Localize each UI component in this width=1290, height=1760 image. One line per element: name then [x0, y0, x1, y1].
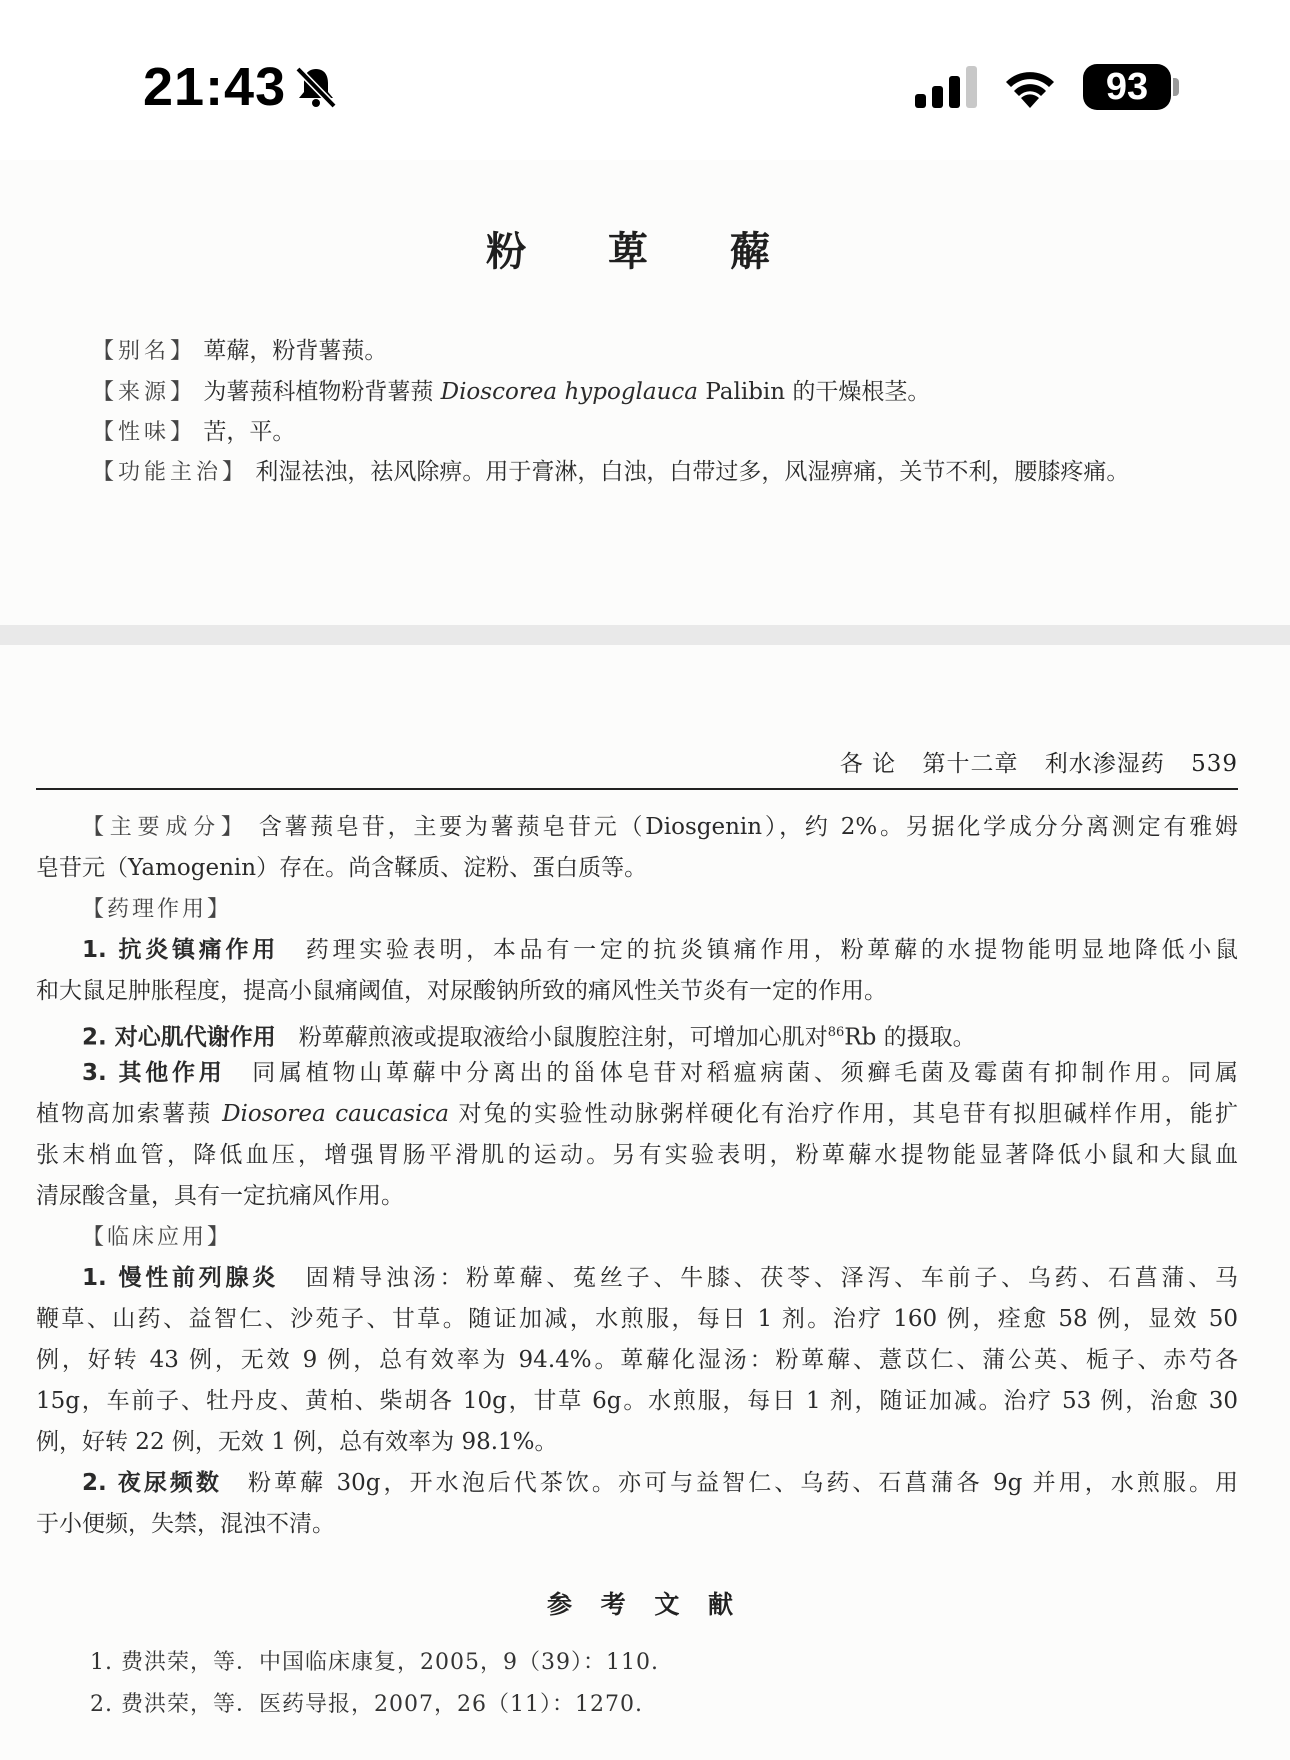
battery-icon	[1083, 64, 1171, 110]
text-span: 粉萆薢 30g，开水泡后代茶饮。亦可与益智仁、乌药、石菖蒲各 9g 并用，水煎服。用	[248, 1470, 1239, 1496]
entry-alias	[92, 332, 387, 365]
text-line: 于小便频，失禁，混浊不清。	[36, 1511, 335, 1537]
entry-source	[92, 373, 930, 406]
text-line	[36, 807, 1238, 848]
text-span: 同属植物山萆薢中分离出的甾体皂苷对稻瘟病菌、须癣毛菌及霉菌有抑制作用。同属	[252, 1060, 1239, 1086]
entry-label: 【来源】	[92, 380, 197, 405]
subheading: 2. 对心肌代谢作用	[82, 1024, 276, 1051]
references-heading: 参 考 文 献	[546, 1590, 744, 1619]
paragraph-pharm-3	[36, 1053, 1238, 1217]
text-line	[36, 1463, 1238, 1504]
document-page-1	[0, 160, 1290, 625]
entry-label: 【性味】	[92, 420, 197, 445]
subheading: 1. 抗炎镇痛作用	[82, 937, 279, 963]
subheading: 2. 夜尿频数	[82, 1470, 222, 1496]
header-rule	[36, 788, 1238, 790]
running-head	[822, 745, 1238, 778]
text-line: 清尿酸含量，具有一定抗痛风作用。	[36, 1183, 404, 1209]
text-line	[36, 1258, 1238, 1299]
entry-nature	[92, 413, 295, 446]
page-gap	[0, 625, 1290, 645]
reference-item: 1. 费洪荣，等．中国临床康复，2005，9（39）：110.	[90, 1650, 659, 1675]
signal-icon	[915, 66, 981, 108]
paragraph-main-components	[36, 807, 1238, 889]
text-line	[36, 1094, 1238, 1135]
paragraph-clinical-2	[36, 1463, 1238, 1545]
running-head-chapter: 第十二章	[922, 751, 1019, 777]
wifi-icon	[1000, 64, 1060, 110]
subheading: 1. 慢性前列腺炎	[82, 1265, 279, 1291]
text-span: 植物高加索薯蓣	[36, 1101, 223, 1127]
text-line: 鞭草、山药、益智仁、沙苑子、甘草。随证加减，水煎服，每日 1 剂。治疗 160 例，痊愈 58 例，显效 50	[36, 1306, 1238, 1332]
superscript: 86	[827, 1025, 845, 1040]
entry-functions	[92, 453, 1129, 486]
text-span: 粉萆薢煎液或提取液给小鼠腹腔注射，可增加心肌对	[298, 1024, 828, 1051]
subheading: 3. 其他作用	[82, 1060, 226, 1086]
entry-label: 【别名】	[92, 339, 197, 364]
entry-text: 萆薢，粉背薯蓣。	[203, 338, 388, 364]
text-line	[36, 1012, 1238, 1053]
entry-text: Palibin 的干燥根茎。	[698, 379, 931, 405]
reference-item: 2. 费洪荣，等．医药导报，2007，26（11）：1270.	[90, 1692, 643, 1717]
text-line: 例，好转 22 例，无效 1 例，总有效率为 98.1%。	[36, 1429, 558, 1455]
running-head-title: 利水渗湿药	[1044, 751, 1165, 777]
text-span: 对兔的实验性动脉粥样硬化有治疗作用，其皂苷有拟胆碱样作用，能扩	[448, 1101, 1239, 1127]
section-label: 【药理作用】	[82, 897, 233, 922]
text-span: 药理实验表明，本品有一定的抗炎镇痛作用，粉萆薢的水提物能明显地降低小鼠	[305, 937, 1239, 963]
pharmacology-label	[36, 889, 1238, 930]
entry-label: 【功能主治】	[92, 460, 249, 485]
running-head-part: 各 论	[839, 751, 897, 777]
page-title: 粉 萆 薢	[486, 229, 804, 275]
paragraph-clinical-1	[36, 1258, 1238, 1463]
paragraph-pharm-1	[36, 930, 1238, 1012]
section-label: 【临床应用】	[82, 1225, 233, 1250]
clinical-label	[36, 1217, 1238, 1258]
text-span: Rb 的摄取。	[844, 1024, 976, 1051]
entry-text: 苦，平。	[203, 419, 296, 445]
status-bar	[0, 0, 1290, 160]
entry-text: 为薯蓣科植物粉背薯蓣	[203, 379, 441, 405]
battery-level: 93	[1105, 65, 1149, 108]
status-time: 21:43	[143, 57, 287, 117]
section-label: 【主要成分】	[82, 815, 249, 840]
text-line	[36, 930, 1238, 971]
paragraph-pharm-2	[36, 1012, 1238, 1053]
page-number: 539	[1191, 751, 1238, 777]
text-line: 皂苷元（Yamogenin）存在。尚含鞣质、淀粉、蛋白质等。	[36, 855, 648, 881]
battery-tip	[1173, 78, 1179, 96]
document-page-2	[0, 645, 1290, 1760]
text-line: 15g，车前子、牡丹皮、黄柏、柴胡各 10g，甘草 6g。水煎服，每日 1 剂，随证加减。治疗 53 例，治愈 30	[36, 1388, 1238, 1414]
text-span: 固精导浊汤：粉萆薢、菟丝子、牛膝、茯苓、泽泻、车前子、乌药、石菖蒲、马	[305, 1265, 1239, 1291]
bell-slash-icon	[293, 64, 339, 110]
text-span: 含薯蓣皂苷，主要为薯蓣皂苷元（Diosgenin），约 2%。另据化学成分分离测定有雅姆	[258, 814, 1239, 840]
text-line	[36, 1053, 1238, 1094]
latin-name: Diosorea caucasica	[222, 1101, 449, 1127]
text-line: 例，好转 43 例，无效 9 例，总有效率为 94.4%。萆薢化湿汤：粉萆薢、薏苡仁、蒲公英、栀子、赤芍各	[36, 1347, 1238, 1373]
text-line: 张末梢血管，降低血压，增强胃肠平滑肌的运动。另有实验表明，粉萆薢水提物能显著降低小鼠和大鼠血	[36, 1142, 1238, 1168]
text-line: 和大鼠足肿胀程度，提高小鼠痛阈值，对尿酸钠所致的痛风性关节炎有一定的作用。	[36, 978, 887, 1004]
latin-name: Dioscorea hypoglauca	[440, 379, 699, 405]
entry-text: 利湿祛浊，祛风除痹。用于膏淋，白浊，白带过多，风湿痹痛，关节不利，腰膝疼痛。	[255, 459, 1130, 485]
